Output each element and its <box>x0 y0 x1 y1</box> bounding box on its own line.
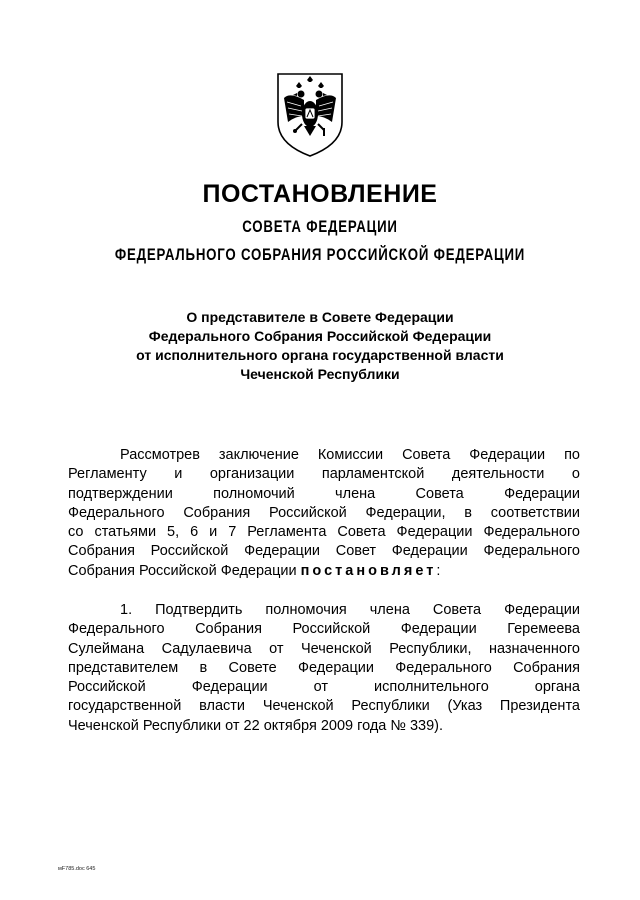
russian-double-headed-eagle-icon <box>274 70 346 160</box>
paragraph-line: Федерального Собрания Российской Федерации, в соответствии <box>68 504 580 521</box>
resolution-item-1 <box>68 601 580 736</box>
document-title <box>60 308 580 384</box>
document-type-heading: ПОСТАНОВЛЕНИЕ <box>202 180 438 208</box>
paragraph-line: Сулеймана Садулаевича от Чеченской Республики, назначенного <box>68 640 580 657</box>
decree-word: постановляет <box>300 562 437 579</box>
preamble-paragraph <box>68 446 580 581</box>
title-line: О представителе в Совете Федерации <box>186 309 454 325</box>
issuer-heading: СОВЕТА ФЕДЕРАЦИИ <box>242 217 398 236</box>
paragraph-line: Регламенту и организации парламентской деятельности о <box>68 466 580 483</box>
paragraph-line: Российской Федерации от исполнительного органа <box>68 679 580 696</box>
paragraph-line: Чеченской Республики от 22 октября 2009 года № 339). <box>68 717 444 734</box>
paragraph-line: подтверждении полномочий члена Совета Федерации <box>68 485 580 502</box>
paragraph-line: Федерального Собрания Российской Федерации Геремеева <box>68 621 580 638</box>
title-line: Федерального Собрания Российской Федерации <box>148 328 492 344</box>
state-emblem <box>274 70 346 160</box>
paragraph-line <box>68 562 580 581</box>
title-line: от исполнительного органа государственной власти <box>136 347 504 363</box>
paragraph-line: Собрания Российской Федерации Совет Федерации Федерального <box>68 543 580 560</box>
title-line: Чеченской Республики <box>240 366 400 382</box>
paragraph-line: Рассмотрев заключение Комиссии Совета Федерации по <box>120 447 580 463</box>
paragraph-line: со статьями 5, 6 и 7 Регламента Совета Федерации Федерального <box>68 524 580 541</box>
paragraph-line-text: Собрания Российской Федерации <box>68 562 297 579</box>
assembly-heading: ФЕДЕРАЛЬНОГО СОБРАНИЯ РОССИЙСКОЙ ФЕДЕРАЦИИ <box>114 245 526 264</box>
paragraph-line: представителем в Совете Федерации Федерального Собрания <box>68 659 580 676</box>
decree-colon: : <box>436 562 441 579</box>
paragraph-line: государственной власти Чеченской Республики (Указ Президента <box>68 698 580 715</box>
paragraph-line: 1. Подтвердить полномочия члена Совета Федерации <box>120 602 580 618</box>
document-code: мF785.doc 645 <box>58 866 96 872</box>
